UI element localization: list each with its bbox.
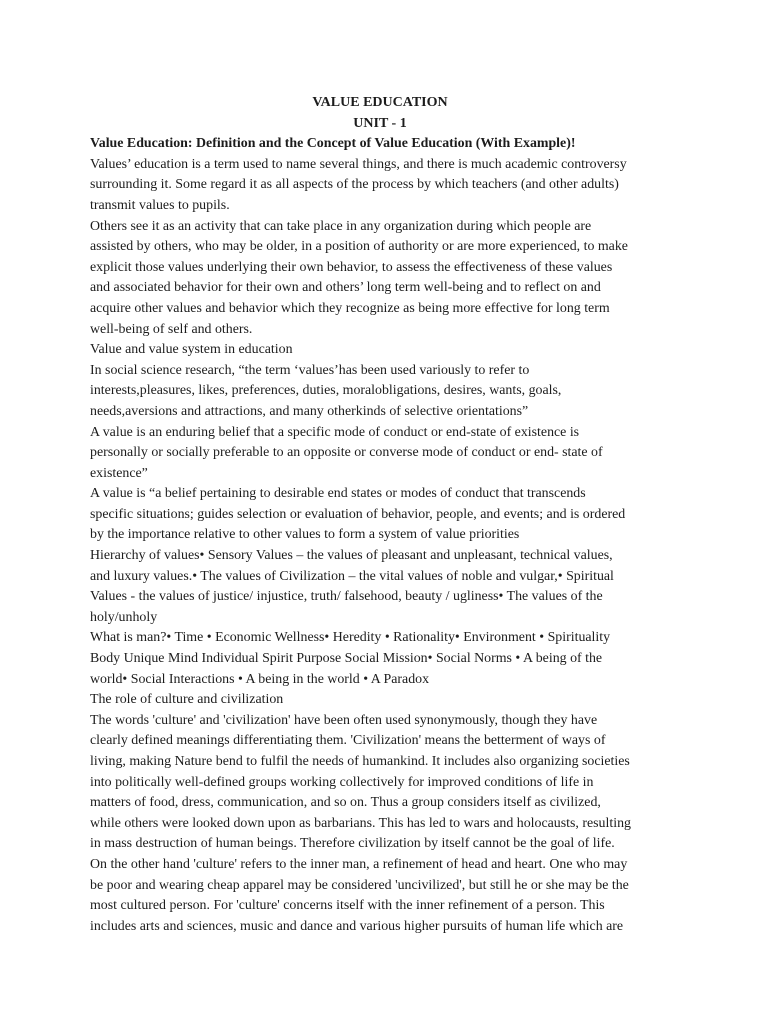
text-line: interests,pleasures, likes, preferences, duties, moralobligations, desires, wants, goals, — [90, 383, 562, 399]
text-line: existence” — [90, 465, 148, 481]
paragraph — [90, 217, 670, 341]
text-line: Body Unique Mind Individual Spirit Purpose Social Mission• Social Norms • A being of the — [90, 651, 603, 667]
document-title: VALUE EDUCATION — [312, 95, 448, 110]
text-line: Value and value system in education — [90, 342, 293, 358]
text-line: A value is an enduring belief that a specific mode of conduct or end-state of existence is — [90, 424, 580, 440]
text-line: while others were looked down upon as barbarians. This has led to wars and holocausts, resulting — [90, 815, 631, 831]
text-line: personally or socially preferable to an opposite or converse mode of conduct or end- state of — [90, 445, 603, 461]
text-line: transmit values to pupils. — [90, 197, 230, 213]
document-body — [90, 93, 670, 937]
paragraph — [90, 340, 670, 361]
text-line: Hierarchy of values• Sensory Values – the values of pleasant and unpleasant, technical values, — [90, 548, 613, 564]
text-line: In social science research, “the term ‘values’has been used variously to refer to — [90, 362, 530, 378]
paragraph — [90, 628, 670, 690]
section-heading: Value Education: Definition and the Concept of Value Education (With Example)! — [90, 136, 576, 152]
text-line: specific situations; guides selection or evaluation of behavior, people, and events; and is ordered — [90, 506, 626, 522]
paragraph — [90, 711, 670, 938]
text-line: well-being of self and others. — [90, 321, 253, 337]
text-line: be poor and wearing cheap apparel may be considered 'uncivilized', but still he or she may be the — [90, 877, 629, 893]
text-line: and luxury values.• The values of Civilization – the vital values of noble and vulgar,• Spiritual — [90, 568, 614, 584]
text-line: by the importance relative to other values to form a system of value priorities — [90, 527, 520, 543]
text-line: in mass destruction of human beings. Therefore civilization by itself cannot be the goal of life. — [90, 836, 615, 852]
text-line: Others see it as an activity that can take place in any organization during which people are — [90, 218, 592, 234]
text-line: A value is “a belief pertaining to desirable end states or modes of conduct that transcends — [90, 486, 586, 502]
text-line: clearly defined meanings differentiating them. 'Civilization' means the betterment of ways of — [90, 733, 606, 749]
text-line: holy/unholy — [90, 609, 158, 625]
text-line: world• Social Interactions • A being in the world • A Paradox — [90, 671, 430, 687]
paragraph-list — [90, 155, 670, 938]
text-line: The words 'culture' and 'civilization' have been often used synonymously, though they have — [90, 712, 598, 728]
paragraph — [90, 690, 670, 711]
text-line: Values’ education is a term used to name several things, and there is much academic controversy — [90, 156, 627, 172]
text-line: What is man?• Time • Economic Wellness• Heredity • Rationality• Environment • Spirituality — [90, 630, 611, 646]
text-line: On the other hand 'culture' refers to the inner man, a refinement of head and heart. One who may — [90, 856, 628, 872]
text-line: needs,aversions and attractions, and many otherkinds of selective orientations” — [90, 403, 529, 419]
paragraph — [90, 546, 670, 628]
paragraph — [90, 423, 670, 485]
text-line: surrounding it. Some regard it as all aspects of the process by which teachers (and other adults) — [90, 177, 619, 193]
text-line: into politically well-defined groups working collectively for improved conditions of life in — [90, 774, 594, 790]
text-line: The role of culture and civilization — [90, 692, 284, 708]
text-line: acquire other values and behavior which they recognize as being more effective for long term — [90, 300, 610, 316]
paragraph — [90, 155, 670, 217]
text-line: Values - the values of justice/ injustice, truth/ falsehood, beauty / ugliness• The values of the — [90, 589, 603, 605]
text-line: living, making Nature bend to fulfil the needs of humankind. It includes also organizing societies — [90, 754, 630, 769]
paragraph — [90, 361, 670, 423]
text-line: explicit those values underlying their own behavior, to assess the effectiveness of these values — [90, 259, 613, 275]
text-line: and associated behavior for their own and others’ long term well-being and to reflect on and — [90, 280, 601, 296]
text-line: most cultured person. For 'culture' concerns itself with the inner refinement of a person. This — [90, 898, 605, 914]
paragraph — [90, 484, 670, 546]
text-line: includes arts and sciences, music and dance and various higher pursuits of human life which are — [90, 918, 624, 934]
text-line: matters of food, dress, communication, and so on. Thus a group considers itself as civilized, — [90, 795, 601, 811]
text-line: assisted by others, who may be older, in a position of authority or are more experienced, to make — [90, 239, 628, 255]
document-unit: UNIT - 1 — [353, 115, 407, 131]
